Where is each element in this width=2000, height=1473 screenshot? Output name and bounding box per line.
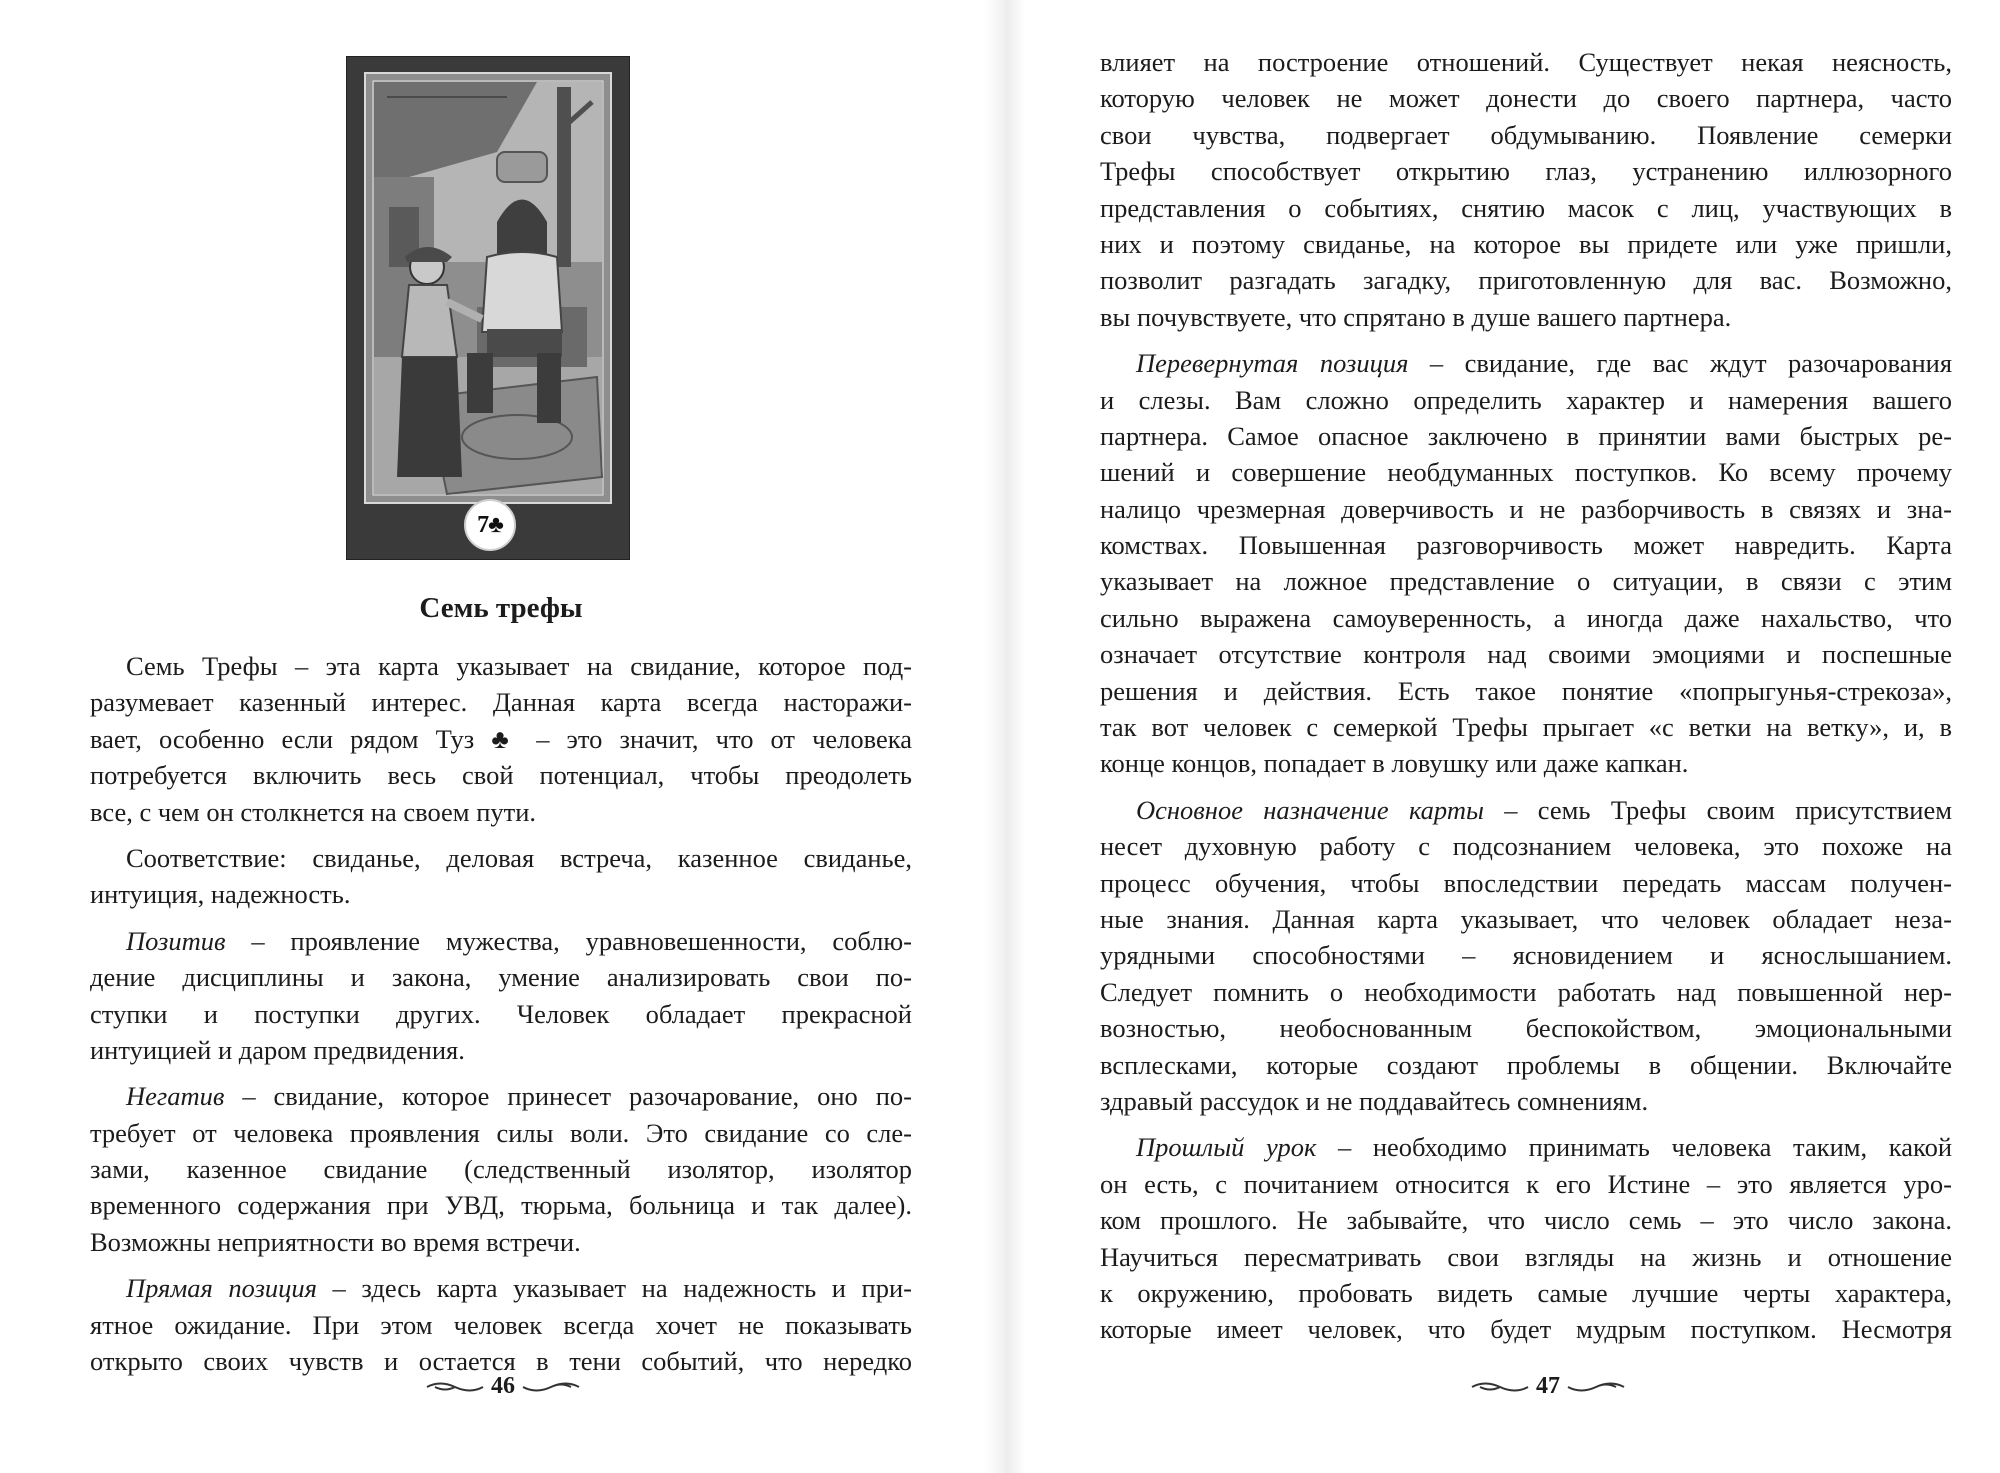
text-line: ятное ожидание. При этом человек всегда хочет не показывать xyxy=(90,1309,912,1340)
page-number-left xyxy=(425,1373,581,1400)
text-run: – семь Трефы своим присутствием xyxy=(1483,794,1953,825)
text-line: процесс обучения, чтобы впоследствии передать массам получен- xyxy=(1100,867,1952,898)
term-purpose: Основное назначение карты xyxy=(1136,794,1484,825)
card-title: Семь трефы xyxy=(419,592,583,624)
text-run: – здесь карта указывает на надежность и при- xyxy=(316,1273,912,1304)
text-line: и слезы. Вам сложно определить характер и намерения вашего xyxy=(1100,384,1952,415)
term-reversed: Перевернутая позиция xyxy=(1136,348,1409,379)
paragraph-correspondence xyxy=(90,840,912,913)
text-line: партнера. Самое опасное заключено в принятии вами быстрых ре- xyxy=(1100,420,1952,451)
term-negative: Негатив xyxy=(126,1081,225,1112)
text-line: вает, особенно если рядом Туз ♣ – это значит, что от человека xyxy=(90,723,912,754)
text-line: представления о событиях, снятию масок с лиц, участвующих в xyxy=(1100,192,1952,223)
paragraph-intro xyxy=(90,648,912,830)
right-page xyxy=(1100,0,1952,1473)
ornament-icon xyxy=(1566,1380,1626,1394)
text-line: указывает на ложное представление о ситуации, в связи с этим xyxy=(1100,566,1952,597)
term-past-lesson: Прошлый урок xyxy=(1136,1132,1317,1163)
paragraph-purpose xyxy=(1100,792,1952,1120)
text-line: к окружению, пробовать видеть самые лучшие черты характера, xyxy=(1100,1277,1952,1308)
term-upright: Прямая позиция xyxy=(126,1273,317,1304)
text-run: – свидание, которое принесет разочарование, оно по- xyxy=(224,1081,912,1112)
text-line: влияет на построение отношений. Существует некая неясность, xyxy=(1100,47,1952,77)
text-line: конце концов, попадает в ловушку или даже капкан. xyxy=(1100,748,1689,779)
term-positive: Позитив xyxy=(126,925,226,956)
text-line: ком прошлого. Не забывайте, что число семь – это число закона. xyxy=(1100,1205,1952,1236)
page-number: 47 xyxy=(1536,1373,1560,1399)
text-line: всплесками, которые создают проблемы в общении. Включайте xyxy=(1100,1049,1952,1080)
text-line: комствах. Повышенная разговорчивость может навредить. Карта xyxy=(1100,530,1952,561)
paragraph-continuation xyxy=(1100,44,1952,335)
ornament-icon xyxy=(1470,1380,1530,1394)
text-run: – свидание, где вас ждут разочарования xyxy=(1408,348,1953,379)
page-number-right xyxy=(1470,1373,1626,1400)
text-line: свои чувства, подвергает обдумыванию. Появление семерки xyxy=(1100,119,1952,150)
text-line: здравый рассудок и не поддавайтесь сомнениям. xyxy=(1100,1085,1649,1116)
right-body-text xyxy=(1100,44,1952,1358)
card-suit-badge: 7♣ xyxy=(464,499,516,551)
text-line: Следует помнить о необходимости работать над повышенной нер- xyxy=(1100,976,1952,1007)
text-run: – проявление мужества, уравновешенности, соблю- xyxy=(225,925,912,956)
text-run: – необходимо принимать человека таким, какой xyxy=(1316,1132,1953,1163)
left-body-text xyxy=(90,648,912,1389)
text-line: так вот человек с семеркой Трефы прыгает «с ветки на ветку», и, в xyxy=(1100,712,1952,743)
text-line: ступки и поступки других. Человек обладает прекрасной xyxy=(90,998,912,1029)
text-line: означает отсутствие контроля над своими эмоциями и поспешные xyxy=(1100,639,1952,670)
text-line: интуиция, надежность. xyxy=(90,879,351,910)
text-line: временного содержания при УВД, тюрьма, больница и так далее). xyxy=(90,1190,912,1221)
text-line xyxy=(1100,1129,1952,1165)
card-artwork xyxy=(347,57,629,559)
book-gutter xyxy=(985,0,1025,1473)
text-line: потребуется включить весь свой потенциал, чтобы преодолеть xyxy=(90,760,912,791)
ornament-icon xyxy=(521,1380,581,1394)
text-line: шений и совершение необдуманных поступков. Ко всему прочему xyxy=(1100,457,1952,488)
text-line: сильно выражена самоуверенность, а иногда даже нахальство, что xyxy=(1100,602,1952,633)
card-illustration xyxy=(346,56,630,560)
text-line: несет духовную работу с подсознанием человека, это похоже на xyxy=(1100,831,1952,862)
text-line: Научиться пересматривать свои взгляды на жизнь и отношение xyxy=(1100,1241,1952,1272)
text-line: требует от человека проявления силы воли. Это свидание со сле- xyxy=(90,1117,912,1148)
text-line: налицо чрезмерная доверчивость и не разборчивость в связях и зна- xyxy=(1100,493,1952,524)
text-line: решения и действия. Есть такое понятие «попрыгунья-стрекоза», xyxy=(1100,675,1952,706)
paragraph-reversed xyxy=(1100,345,1952,782)
text-line: Возможны неприятности во время встречи. xyxy=(90,1226,581,1257)
text-line xyxy=(90,1270,912,1306)
text-line: все, с чем он столкнется на своем пути. xyxy=(90,796,537,827)
text-line: них и поэтому свиданье, на которое вы придете или уже пришли, xyxy=(1100,228,1952,259)
text-line xyxy=(90,1078,912,1114)
text-line: ные знания. Данная карта указывает, что человек обладает неза- xyxy=(1100,903,1952,934)
text-line: дение дисциплины и закона, умение анализировать свои по- xyxy=(90,962,912,993)
ornament-icon xyxy=(425,1380,485,1394)
text-line: Семь Трефы – эта карта указывает на свидание, которое под- xyxy=(126,651,912,681)
left-page xyxy=(90,0,912,1473)
text-line: разумевает казенный интерес. Данная карта всегда насторажи- xyxy=(90,687,912,718)
text-line: он есть, с почитанием относится к его Истине – это является уро- xyxy=(1100,1168,1952,1199)
text-line: урядными способностями – ясновидением и яснослышанием. xyxy=(1100,940,1952,971)
page-number: 46 xyxy=(491,1373,515,1399)
text-line: открыто своих чувств и остается в тени событий, что нередко xyxy=(90,1346,912,1377)
text-line xyxy=(90,923,912,959)
text-line: позволит разгадать загадку, приготовленную для вас. Возможно, xyxy=(1100,265,1952,296)
text-line: Трефы способствует открытию глаз, устранению иллюзорного xyxy=(1100,156,1952,187)
text-line xyxy=(1100,792,1952,828)
paragraph-positive xyxy=(90,923,912,1069)
paragraph-negative xyxy=(90,1078,912,1260)
text-line: вы почувствуете, что спрятано в душе вашего партнера. xyxy=(1100,301,1732,332)
paragraph-past-lesson xyxy=(1100,1129,1952,1347)
text-line: Соответствие: свиданье, деловая встреча, казенное свиданье, xyxy=(126,842,912,873)
paragraph-upright xyxy=(90,1270,912,1379)
text-line: которую человек не может донести до своего партнера, часто xyxy=(1100,83,1952,114)
text-line: интуицией и даром предвидения. xyxy=(90,1034,465,1065)
text-line: которые имеет человек, что будет мудрым поступком. Несмотря xyxy=(1100,1314,1952,1345)
text-line: возностью, необоснованным беспокойством, эмоциональными xyxy=(1100,1013,1952,1044)
text-line xyxy=(1100,345,1952,381)
text-line: зами, казенное свидание (следственный изолятор, изолятор xyxy=(90,1154,912,1185)
